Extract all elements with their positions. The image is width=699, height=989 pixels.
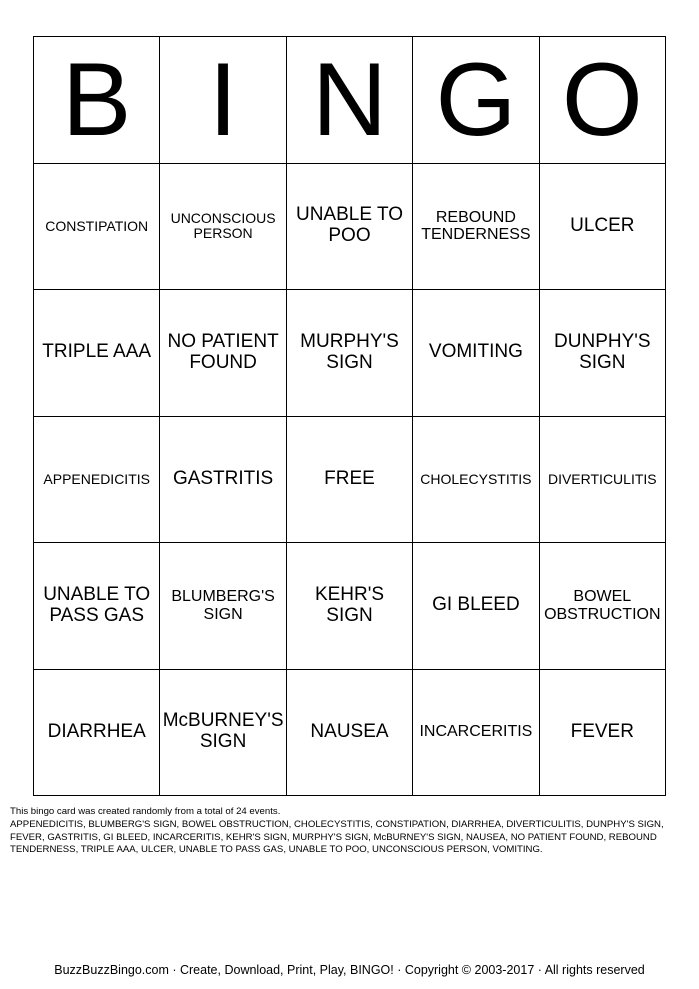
header-letter-g: G (413, 37, 539, 164)
bingo-cell: DIVERTICULITIS (540, 417, 666, 544)
bingo-cell: MURPHY'S SIGN (287, 290, 413, 417)
bingo-cell: FEVER (540, 670, 666, 797)
bingo-cell: APPENEDICITIS (34, 417, 160, 544)
bingo-cell: UNABLE TO PASS GAS (34, 543, 160, 670)
bingo-cell: BOWEL OBSTRUCTION (540, 543, 666, 670)
bingo-cell: REBOUND TENDERNESS (413, 164, 539, 291)
bingo-cell: INCARCERITIS (413, 670, 539, 797)
header-letter-n: N (287, 37, 413, 164)
bingo-cell: DUNPHY'S SIGN (540, 290, 666, 417)
header-letter-o: O (540, 37, 666, 164)
note-intro: This bingo card was created randomly from a total of 24 events. (10, 806, 281, 817)
bingo-cell: UNCONSCIOUS PERSON (160, 164, 286, 291)
bingo-cell: GASTRITIS (160, 417, 286, 544)
bingo-card (33, 36, 666, 796)
bingo-cell: BLUMBERG'S SIGN (160, 543, 286, 670)
bingo-cell: ULCER (540, 164, 666, 291)
bingo-cell: CHOLECYSTITIS (413, 417, 539, 544)
card-note (10, 806, 690, 857)
bingo-cell: McBURNEY'S SIGN (160, 670, 286, 797)
bingo-cell: UNABLE TO POO (287, 164, 413, 291)
header-letter-b: B (34, 37, 160, 164)
note-events: APPENEDICITIS, BLUMBERG'S SIGN, BOWEL OBSTRUCTION, CHOLECYSTITIS, CONSTIPATION, DIARRHEA, DIVERTICULITIS, DUNPHY'S SIGN, FEVER, GASTRITIS, GI BLEED, INCARCERITIS, KEHR'S SIGN, MURPHY'S SIGN, McBURNEY'S SIGN, NAUSEA, NO PATIENT FOUND, REBOUND TENDERNESS, TRIPLE AAA, ULCER, UNABLE TO PASS GAS, UNABLE TO POO, UNCONSCIOUS PERSON, VOMITING. (10, 818, 664, 856)
bingo-cell: CONSTIPATION (34, 164, 160, 291)
bingo-cell: TRIPLE AAA (34, 290, 160, 417)
bingo-cell: GI BLEED (413, 543, 539, 670)
bingo-cell: KEHR'S SIGN (287, 543, 413, 670)
header-letter-i: I (160, 37, 286, 164)
bingo-cell: NAUSEA (287, 670, 413, 797)
bingo-cell: DIARRHEA (34, 670, 160, 797)
bingo-cell: VOMITING (413, 290, 539, 417)
bingo-cell: NO PATIENT FOUND (160, 290, 286, 417)
free-space: FREE (287, 417, 413, 544)
footer-copyright: BuzzBuzzBingo.com · Create, Download, Print, Play, BINGO! · Copyright © 2003-2017 · All rights reserved (54, 963, 645, 977)
